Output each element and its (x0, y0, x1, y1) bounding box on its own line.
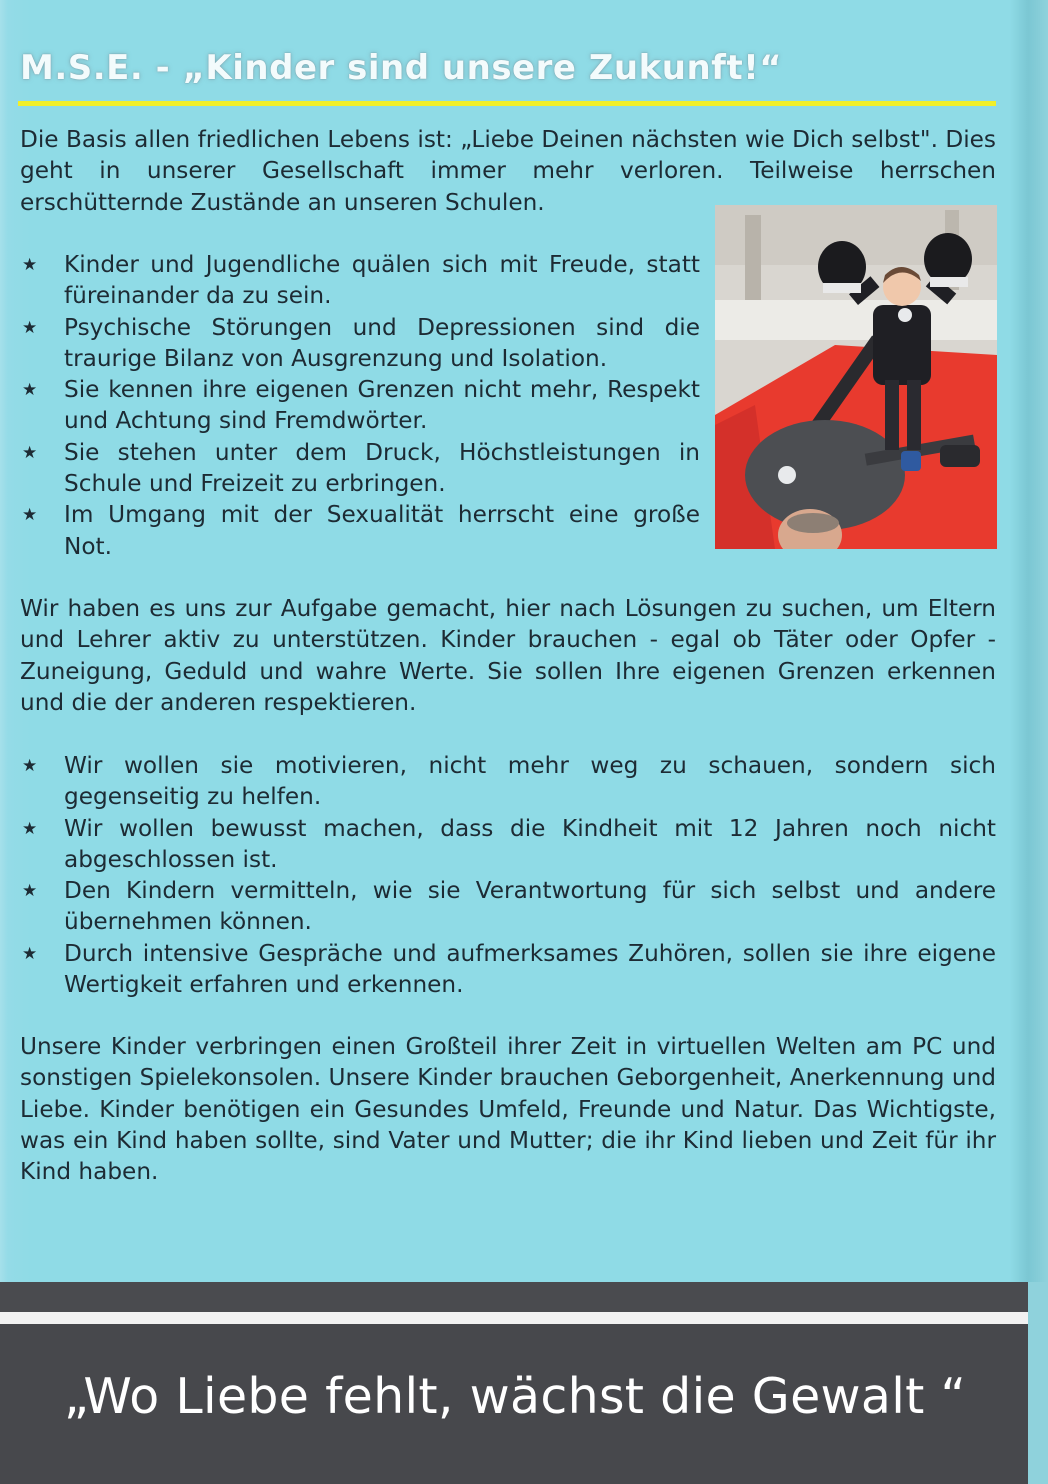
list-item-text: Den Kindern vermitteln, wie sie Verantwortung für sich selbst und andere übernehmen können. (64, 877, 996, 936)
list-item-text: Durch intensive Gespräche und aufmerksames Zuhören, sollen sie ihre eigene Wertigkeit erfahren und erkennen. (64, 939, 996, 999)
star-bullet-icon: ★ (22, 505, 38, 526)
list-item (18, 249, 700, 312)
star-bullet-icon: ★ (22, 255, 38, 275)
page-edge (1028, 1282, 1048, 1484)
list-item (18, 437, 700, 500)
list-item (18, 938, 996, 1001)
intro-paragraph: Die Basis allen friedlichen Lebens ist: „Liebe Deinen nächsten wie Dich selbst". Dies geht in unserer Gesellschaft immer mehr verloren. Teilweise herrschen erschütternde Zustände an unseren Schulen. (20, 126, 996, 216)
kids-boxing-photo (715, 205, 997, 549)
star-bullet-icon: ★ (22, 317, 38, 338)
mission-paragraph: Wir haben es uns zur Aufgabe gemacht, hier nach Lösungen zu suchen, um Eltern und Lehrer aktiv zu unterstützen. Kinder brauchen - egal ob Täter oder Opfer - Zuneigung, Geduld und wahre Werte. Sie sollen Ihre eigenen Grenzen erkennen und die der anderen respektieren. (20, 595, 996, 716)
star-bullet-icon: ★ (22, 380, 38, 401)
list-item-text: Sie kennen ihre eigenen Grenzen nicht mehr, Respekt und Achtung sind Fremdwörter. (64, 376, 700, 435)
star-bullet-icon: ★ (22, 881, 38, 902)
list-item (18, 312, 700, 375)
star-bullet-icon: ★ (22, 943, 38, 964)
problems-list (18, 249, 700, 562)
list-item (18, 374, 700, 437)
footer-quote: „Wo Liebe fehlt, wächst die Gewalt “ (63, 1368, 967, 1425)
list-item (18, 499, 700, 562)
list-item (18, 813, 996, 876)
footer-divider (0, 1312, 1030, 1324)
list-item (18, 750, 996, 813)
page-title: M.S.E. - „Kinder sind unsere Zukunft!“ (20, 48, 783, 88)
list-item-text: Wir wollen bewusst machen, dass die Kindheit mit 12 Jahren noch nicht abgeschlossen ist. (64, 814, 996, 873)
heading-underline (18, 101, 996, 106)
star-bullet-icon: ★ (22, 818, 38, 839)
list-item-text: Wir wollen sie motivieren, nicht mehr weg zu schauen, sondern sich gegenseitig zu helfen. (64, 752, 996, 811)
list-item-text: Im Umgang mit der Sexualität herrscht eine große Not. (64, 501, 700, 560)
footer-stripe (0, 1282, 1048, 1312)
star-bullet-icon: ★ (22, 442, 38, 463)
list-item-text: Sie stehen unter dem Druck, Höchstleistungen in Schule und Freizeit zu erbringen. (64, 438, 700, 498)
star-bullet-icon: ★ (22, 756, 38, 776)
closing-paragraph: Unsere Kinder verbringen einen Großteil ihrer Zeit in virtuellen Welten am PC und sonstigen Spielekonsolen. Unsere Kinder brauchen Geborgenheit, Anerkennung und Liebe. Kinder benötigen ein Gesundes Umfeld, Freunde und Natur. Das Wichtigste, was ein Kind haben sollte, sind Vater und Mutter; die ihr Kind lieben und Zeit für ihr Kind haben. (20, 1033, 996, 1186)
list-item-text: Psychische Störungen und Depressionen sind die traurige Bilanz von Ausgrenzung und Isolation. (64, 313, 700, 372)
goals-list (18, 750, 996, 1000)
list-item-text: Kinder und Jugendliche quälen sich mit Freude, statt füreinander da zu sein. (64, 251, 700, 310)
photo-illustration (715, 205, 997, 549)
list-item (18, 875, 996, 938)
